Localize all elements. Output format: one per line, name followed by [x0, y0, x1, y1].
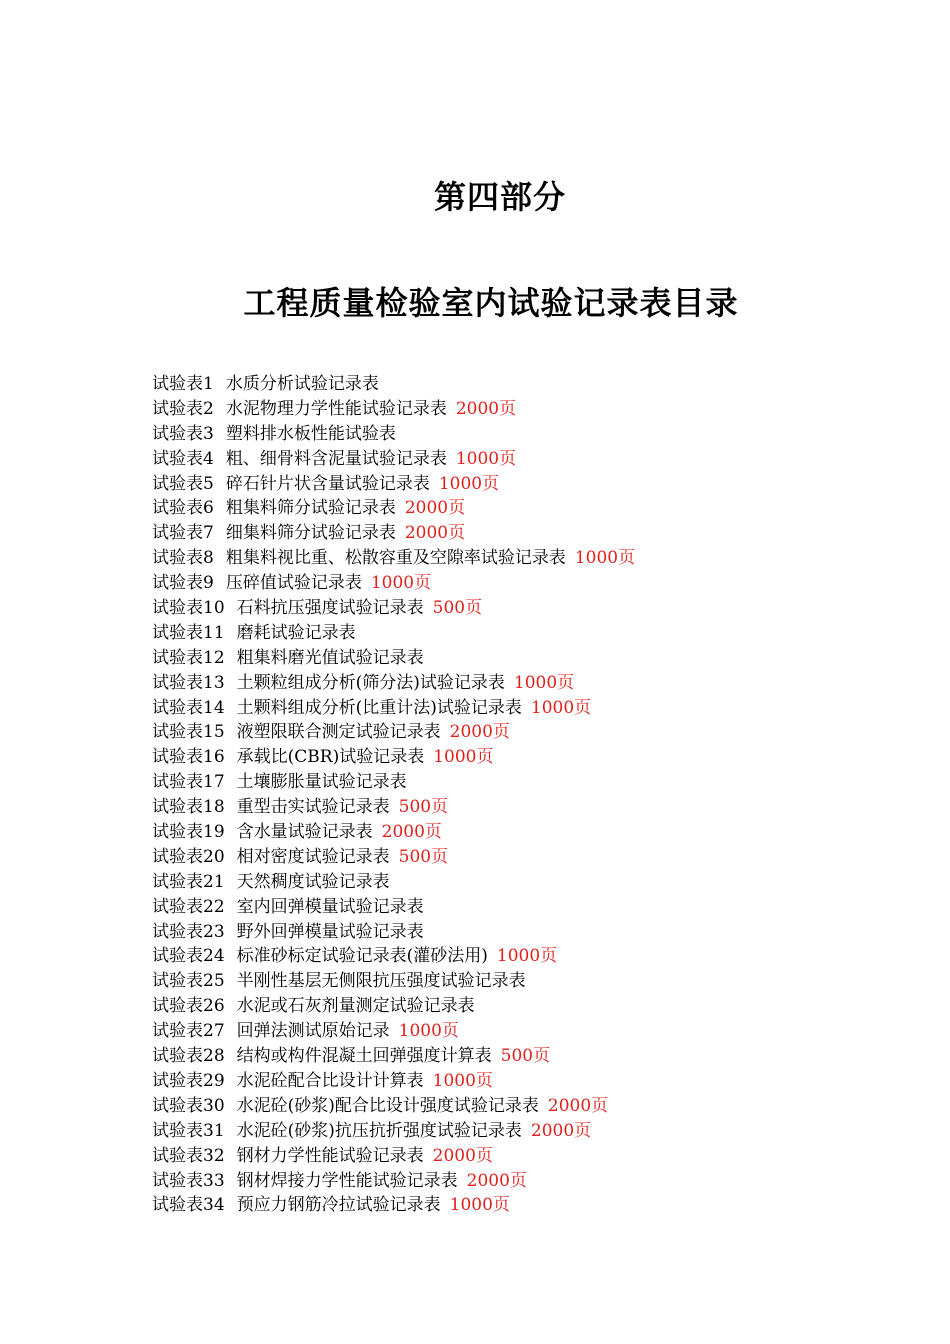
toc-entry-title: 液塑限联合测定试验记录表: [236, 722, 441, 743]
toc-entry: [152, 969, 912, 994]
toc-entry-page-count: 2000页: [547, 1095, 609, 1116]
toc-entry: [152, 671, 912, 696]
toc-entry-title: 磨耗试验记录表: [236, 622, 356, 643]
catalog-title: 工程质量检验室内试验记录表目录: [243, 284, 739, 322]
toc-entry: [152, 1044, 912, 1069]
toc-entry-page-count: 2000页: [404, 523, 466, 544]
toc-entry-page-count: 1000页: [433, 747, 494, 768]
toc-entry-page-count: 1000页: [455, 448, 517, 469]
toc-entry: [152, 1193, 912, 1218]
toc-entry-number: 试验表34: [152, 1195, 225, 1216]
toc-entry-title: 粗集料筛分试验记录表: [225, 498, 396, 519]
toc-entry: [152, 944, 912, 969]
toc-entry-number: 试验表7: [152, 523, 214, 544]
toc-entry-title: 水泥或石灰剂量测定试验记录表: [236, 996, 475, 1017]
toc-entry-title: 回弹法测试原始记录: [236, 1021, 390, 1042]
toc-entry-page-count: 2000页: [455, 398, 517, 419]
toc-entry-number: 试验表26: [152, 996, 225, 1017]
toc-entry: [152, 646, 912, 671]
toc-entry: [152, 422, 912, 447]
toc-entry: [152, 870, 912, 895]
toc-entry-page-count: 2000页: [530, 1120, 592, 1141]
toc-entry-title: 标准砂标定试验记录表(灌砂法用): [236, 946, 488, 967]
toc-entry-page-count: 1000页: [449, 1195, 510, 1216]
toc-entry-page-count: 1000页: [432, 1070, 493, 1091]
toc-entry-number: 试验表17: [152, 772, 225, 793]
toc-entry-number: 试验表30: [152, 1095, 225, 1116]
toc-entry-number: 试验表12: [152, 647, 225, 668]
toc-entry: [152, 770, 912, 795]
toc-entry: [152, 397, 912, 422]
toc-entry-title: 预应力钢筋冷拉试验记录表: [236, 1195, 441, 1216]
toc-entry-number: 试验表19: [152, 822, 225, 843]
toc-entry-title: 钢材力学性能试验记录表: [236, 1145, 424, 1166]
toc-entry-number: 试验表6: [152, 498, 214, 519]
toc-entry-page-count: 1000页: [496, 946, 558, 967]
toc-entry-title: 压碎值试验记录表: [225, 573, 362, 594]
toc-entry-title: 重型击实试验记录表: [236, 797, 390, 818]
toc-entry: [152, 820, 912, 845]
toc-entry-number: 试验表20: [152, 846, 225, 867]
toc-entry: [152, 1169, 912, 1194]
toc-entry-page-count: 500页: [432, 598, 483, 619]
toc-entry-title: 水泥砼(砂浆)抗压抗折强度试验记录表: [236, 1120, 522, 1141]
toc-entry: [152, 845, 912, 870]
toc-entry-number: 试验表15: [152, 722, 225, 743]
toc-entry-title: 细集料筛分试验记录表: [225, 523, 396, 544]
toc-entry-number: 试验表16: [152, 747, 225, 768]
toc-entry-page-count: 500页: [398, 797, 449, 818]
toc-entry-number: 试验表23: [152, 921, 225, 942]
toc-entry-page-count: 2000页: [466, 1170, 527, 1191]
toc-entry: [152, 1069, 912, 1094]
toc-entry: [152, 795, 912, 820]
toc-entry-title: 室内回弹模量试验记录表: [236, 896, 424, 917]
toc-entry-number: 试验表9: [152, 573, 214, 594]
toc-entry-title: 塑料排水板性能试验表: [225, 423, 396, 444]
toc-entry-number: 试验表3: [152, 423, 214, 444]
toc-entry-number: 试验表5: [152, 473, 214, 494]
toc-entry-number: 试验表11: [152, 622, 225, 643]
toc-entry-page-count: 2000页: [432, 1145, 493, 1166]
toc-entry: [152, 447, 912, 472]
toc-entry: [152, 994, 912, 1019]
toc-entry-title: 粗集料磨光值试验记录表: [236, 647, 424, 668]
toc-entry-number: 试验表24: [152, 946, 225, 967]
toc-entry-number: 试验表13: [152, 672, 225, 693]
toc-entry-number: 试验表28: [152, 1046, 225, 1067]
toc-entry: [152, 1144, 912, 1169]
toc-entry-number: 试验表27: [152, 1021, 225, 1042]
toc-entry: [152, 1094, 912, 1119]
toc-entry-page-count: 2000页: [404, 498, 466, 519]
toc-entry-number: 试验表18: [152, 797, 225, 818]
toc-entry-title: 水泥砼(砂浆)配合比设计强度试验记录表: [236, 1095, 539, 1116]
toc-entry-number: 试验表29: [152, 1070, 225, 1091]
toc-entry-title: 钢材焊接力学性能试验记录表: [236, 1170, 458, 1191]
toc-entry-title: 野外回弹模量试验记录表: [236, 921, 424, 942]
toc-entry: [152, 621, 912, 646]
toc-entry-title: 结构或构件混凝土回弹强度计算表: [236, 1046, 492, 1067]
toc-entry: [152, 372, 912, 397]
toc-entry-title: 土颗粒组成分析(筛分法)试验记录表: [236, 672, 505, 693]
toc-entry-number: 试验表1: [152, 374, 214, 394]
toc-entry-title: 石料抗压强度试验记录表: [236, 598, 424, 619]
toc-entry: [152, 696, 912, 721]
toc-entry-title: 半刚性基层无侧限抗压强度试验记录表: [236, 971, 526, 992]
part-heading: 第四部分: [433, 178, 566, 216]
toc-entry-title: 水质分析试验记录表: [225, 374, 379, 394]
toc-entry-title: 粗、细骨料含泥量试验记录表: [225, 448, 447, 469]
toc-entry-title: 粗集料视比重、松散容重及空隙率试验记录表: [225, 548, 566, 569]
toc-entry-title: 含水量试验记录表: [236, 822, 373, 843]
table-of-contents: [152, 372, 912, 1218]
toc-entry-number: 试验表25: [152, 971, 225, 992]
toc-entry-title: 水泥物理力学性能试验记录表: [225, 398, 447, 419]
toc-entry-title: 天然稠度试验记录表: [236, 871, 390, 892]
toc-entry: [152, 571, 912, 596]
toc-entry-number: 试验表2: [152, 398, 214, 419]
toc-entry-number: 试验表4: [152, 448, 214, 469]
toc-entry-title: 相对密度试验记录表: [236, 846, 390, 867]
toc-entry-page-count: 1000页: [574, 548, 636, 569]
toc-entry-number: 试验表33: [152, 1170, 225, 1191]
toc-entry-page-count: 1000页: [370, 573, 432, 594]
toc-entry-number: 试验表14: [152, 697, 225, 718]
toc-entry-number: 试验表22: [152, 896, 225, 917]
toc-entry: [152, 720, 912, 745]
toc-entry-page-count: 1000页: [530, 697, 592, 718]
toc-entry-title: 土壤膨胀量试验记录表: [236, 772, 407, 793]
toc-entry-number: 试验表10: [152, 598, 225, 619]
toc-entry-page-count: 500页: [398, 846, 449, 867]
toc-entry: [152, 745, 912, 770]
toc-entry: [152, 1019, 912, 1044]
toc-entry-page-count: 2000页: [381, 822, 442, 843]
toc-entry-page-count: 500页: [500, 1046, 551, 1067]
toc-entry-page-count: 2000页: [449, 722, 510, 743]
toc-entry-number: 试验表21: [152, 871, 225, 892]
toc-entry: [152, 472, 912, 497]
toc-entry-number: 试验表31: [152, 1120, 225, 1141]
toc-entry: [152, 521, 912, 546]
toc-entry-title: 碎石针片状含量试验记录表: [225, 473, 430, 494]
toc-entry: [152, 496, 912, 521]
toc-entry-number: 试验表8: [152, 548, 214, 569]
toc-entry-page-count: 1000页: [398, 1021, 459, 1042]
toc-entry-number: 试验表32: [152, 1145, 225, 1166]
toc-entry: [152, 546, 912, 571]
toc-entry: [152, 920, 912, 945]
toc-entry-title: 承载比(CBR)试验记录表: [236, 747, 425, 768]
toc-entry: [152, 895, 912, 920]
toc-entry: [152, 1119, 912, 1144]
toc-entry-title: 水泥砼配合比设计计算表: [236, 1070, 424, 1091]
toc-entry: [152, 596, 912, 621]
toc-entry-title: 土颗料组成分析(比重计法)试验记录表: [236, 697, 522, 718]
toc-entry-page-count: 1000页: [438, 473, 500, 494]
toc-entry-page-count: 1000页: [513, 672, 575, 693]
